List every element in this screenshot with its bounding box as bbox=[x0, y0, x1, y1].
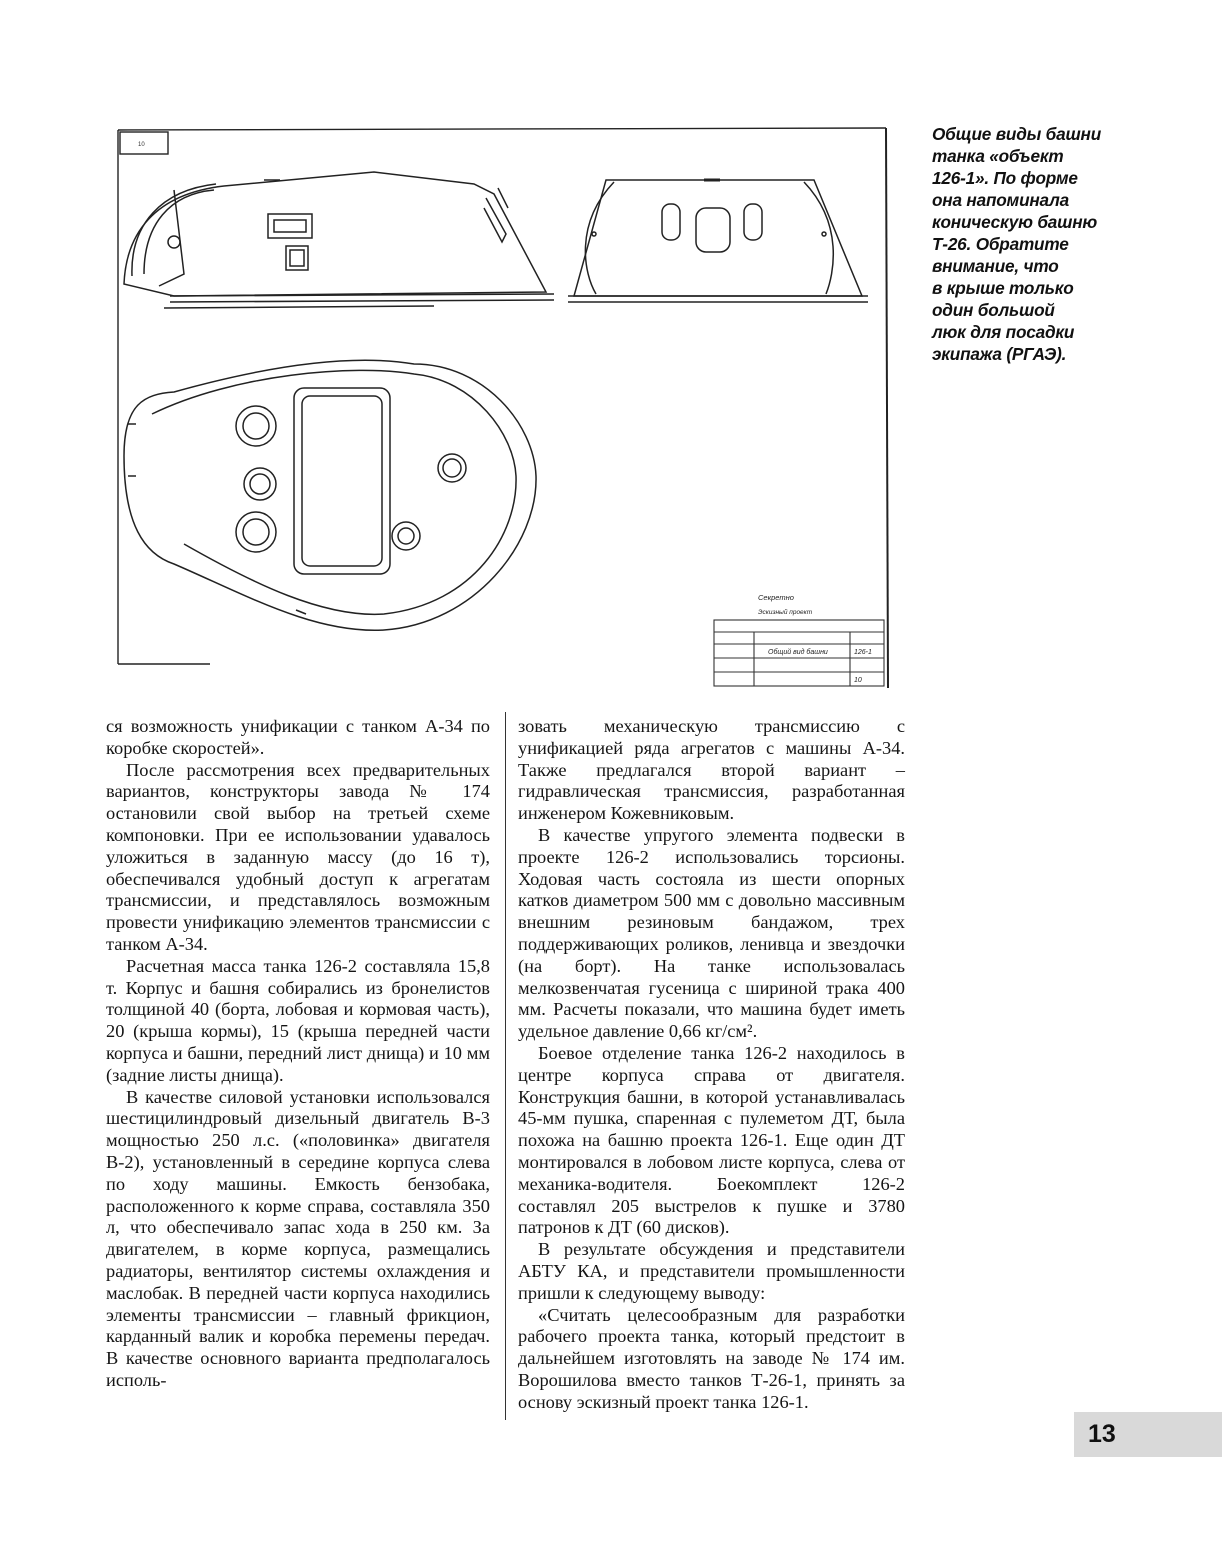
title-block-code: 126-1 bbox=[854, 649, 872, 656]
title-block-sheet: 10 bbox=[854, 677, 862, 684]
sheet-number-label: 10 bbox=[138, 142, 145, 148]
article-paragraph: ся возможность унификации с танком А-34 по коробке скоростей». bbox=[106, 716, 490, 758]
frame-top-line bbox=[118, 128, 886, 130]
article-paragraph: «Считать целесообразным для разработки рабочего проекта танка, который предстоит в дальнейшем изготовлять на заводе № 174 им. Ворошилова вместо танков Т-26-1, принять за основу эскизный проект танка 126-1. bbox=[518, 1304, 905, 1412]
article-paragraph: В результате обсуждения и представители АБТУ КА, и представители промышленности пришли к следующему выводу: bbox=[518, 1239, 905, 1303]
turret-drawing-svg bbox=[114, 124, 892, 692]
caption-line: люк для посадки bbox=[932, 322, 1075, 342]
page-number: 13 bbox=[1088, 1420, 1116, 1448]
article-paragraph: После рассмотрения всех предварительных вариантов, конструкторы завода № 174 остановили свой выбор на третьей схеме компоновки. При ее использовании удавалось уложиться в заданную массу (до 16 т), обеспечивался удобный доступ к агрегатам трансмиссии, и представлялось возможным провести унификацию элементов трансмиссии с танком А-34. bbox=[106, 759, 490, 954]
frame-right-line bbox=[886, 128, 888, 688]
figure-caption bbox=[932, 123, 1118, 365]
column-divider bbox=[505, 712, 506, 1420]
caption-line: коническую башню bbox=[932, 212, 1098, 232]
article-paragraph: зовать механическую трансмиссию с унификацией ряда агрегатов с машины А-34. Также предлагался второй вариант – гидравлическая трансмиссия, разработанная инженером Кожевниковым. bbox=[518, 716, 905, 824]
title-block-subheading: Эскизный проект bbox=[758, 609, 813, 616]
caption-line: 126-1». По форме bbox=[932, 168, 1078, 188]
caption-line: Т-26. Обратите bbox=[932, 234, 1069, 254]
article-paragraph: В качестве упругого элемента подвески в проекте 126-2 использовались торсионы. Ходовая часть состояла из шести опорных катков диаметром 500 мм с довольно массивным внешним резиновым бандажом, трех поддерживающих роликов, ленивца и звездочки (на борт). На танке использовалась мелкозвенчатая гусеница с шириной трака 400 мм. Расчеты показали, что машина будет иметь удельное давление 0,66 кг/см². bbox=[518, 824, 905, 1042]
title-block-part-name: Общий вид башни bbox=[768, 649, 828, 656]
caption-line: Общие виды башни bbox=[932, 124, 1102, 144]
caption-line: внимание, что bbox=[932, 256, 1059, 276]
article-right-column bbox=[518, 716, 905, 1414]
caption-line: она напоминала bbox=[932, 190, 1069, 210]
caption-line: в крыше только bbox=[932, 278, 1074, 298]
title-block-heading: Секретно bbox=[758, 593, 794, 602]
turret-drawing-figure bbox=[114, 124, 892, 692]
caption-line: экипажа (РГАЭ). bbox=[932, 344, 1067, 364]
turret-front-view bbox=[568, 180, 868, 302]
turret-plan-view bbox=[124, 360, 536, 630]
turret-side-view bbox=[124, 172, 554, 308]
caption-line: один большой bbox=[932, 300, 1055, 320]
caption-line: танка «объект bbox=[932, 146, 1064, 166]
article-paragraph: В качестве силовой установки использовался шестицилиндровый дизельный двигатель В-3 мощностью 250 л.с. («половинка» двигателя В-2), установленный в середине корпуса слева по ходу машины. Емкость бензобака, расположенного к корме справа, составляла 350 л, что обеспечивало запас хода в 250 км. За двигателем, в корме корпуса, размещались радиаторы, вентилятор системы охлаждения и маслобак. В передней части корпуса находились элементы трансмиссии – главный фрикцион, карданный валик и коробка перемены передач. В качестве основного варианта предполагалось исполь- bbox=[106, 1086, 490, 1390]
article-paragraph: Боевое отделение танка 126-2 находилось в центре корпуса справа от двигателя. Конструкция башни, в которой устанавливалась 45-мм пушка, спаренная с пулеметом ДТ, была похожа на башню проекта 126-1. Еще один ДТ монтировался в лобовом листе корпуса, слева от механика-водителя. Боекомплект 126-2 составлял 205 выстрелов к пушке и 3780 патронов к ДТ (60 дисков). bbox=[518, 1042, 905, 1238]
article-paragraph: Расчетная масса танка 126-2 составляла 15,8 т. Корпус и башня собирались из бронелистов толщиной 40 (борта, лобовая и кормовая часть), 20 (крыша кормы), 15 (крыша передней части корпуса и башни, передний лист днища) и 10 мм (задние листы днища). bbox=[106, 955, 490, 1085]
article-left-column bbox=[106, 716, 490, 1392]
